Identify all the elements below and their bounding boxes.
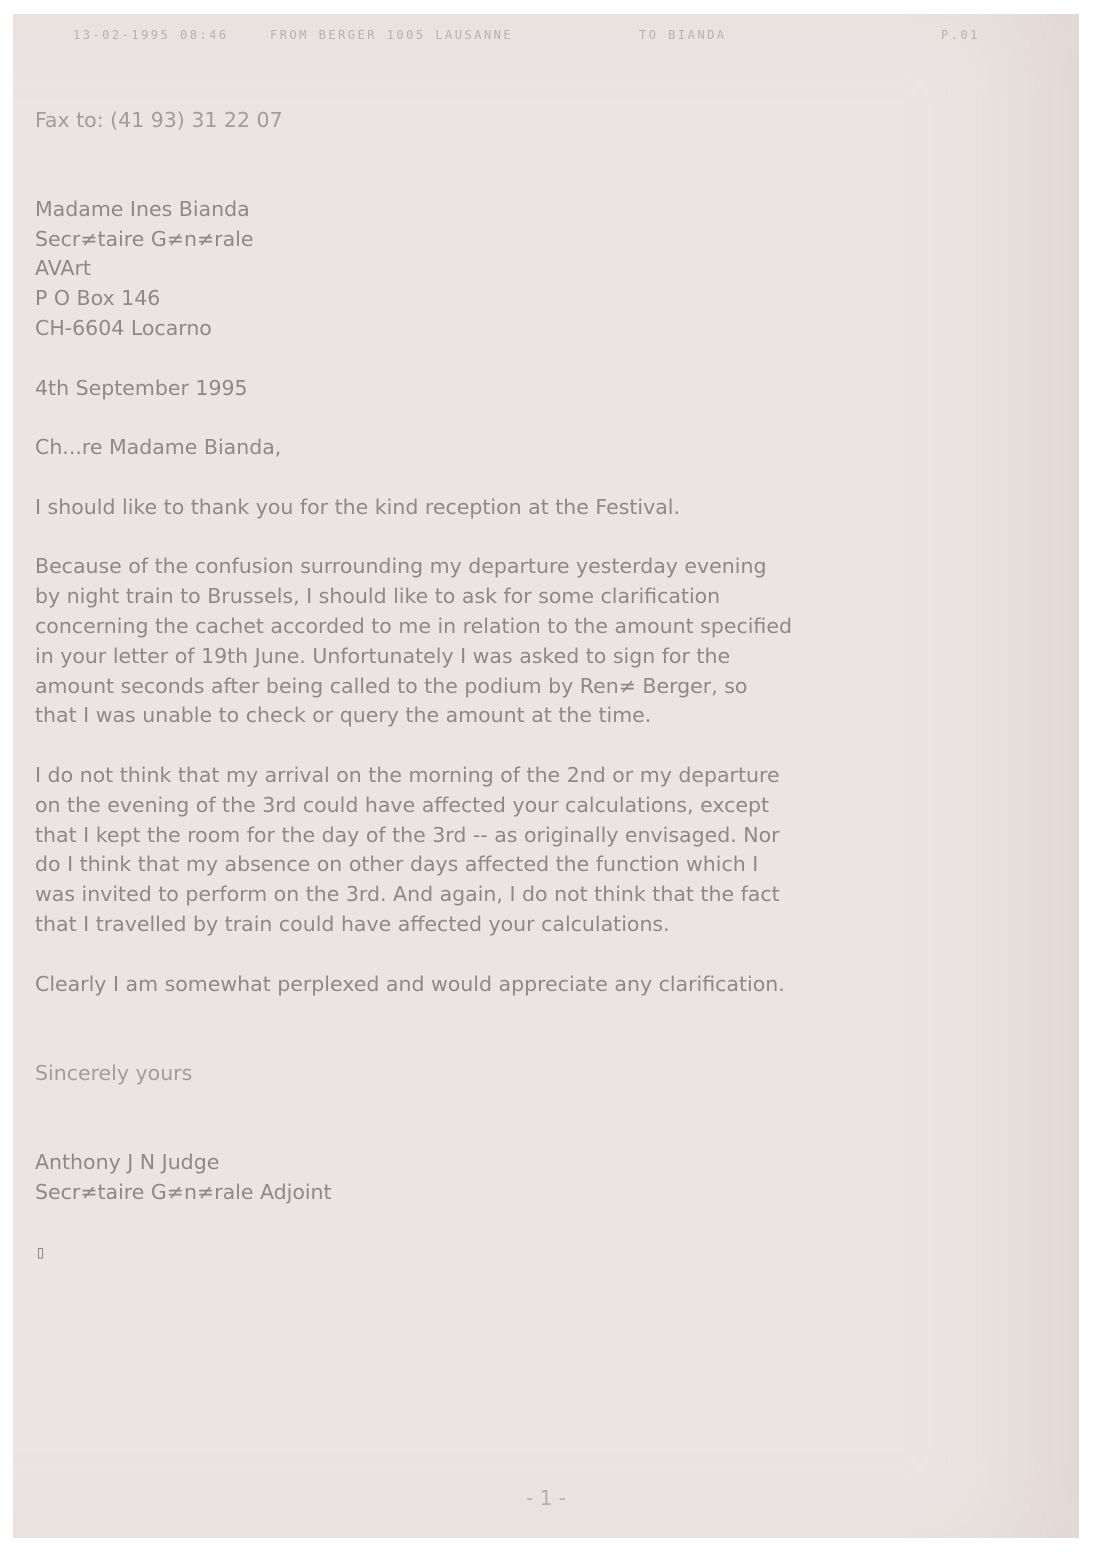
signature-name: Anthony J N Judge <box>35 1150 220 1175</box>
letter-date: 4th September 1995 <box>35 375 248 400</box>
fax-header-page: P.01 <box>941 28 980 42</box>
paragraph-reasoning: I do not think that my arrival on the morning of the 2nd or my departure on the evening of the 3rd could have affected your calculations, except that I kept the room for the day of the 3rd -- as originally envisaged. Nor do I think that my absence on other days affected the function which I was invited to perform on the 3rd. And again, I do not think that the fact that I travelled by train could have affected your calculations. <box>35 762 780 936</box>
paragraph-clarification-request: Because of the confusion surrounding my departure yesterday evening by night train to Brussels, I should like to ask for some clarification concerning the cachet accorded to me in relation to the amount specified in your letter of 19th June. Unfortunately I was asked to sign for the amount seconds after being called to the podium by Ren≠ Berger, so that I was unable to check or query the amount at the time. <box>35 554 792 728</box>
trailing-box-mark: ▯ <box>35 1241 46 1263</box>
paragraph-thanks: I should like to thank you for the kind reception at the Festival. <box>35 494 681 519</box>
fax-to-line: Fax to: (41 93) 31 22 07 <box>35 108 283 132</box>
paragraph-conclusion: Clearly I am somewhat perplexed and would appreciate any clarification. <box>35 971 785 996</box>
signature-block <box>35 1148 795 1208</box>
fax-header-from: FROM BERGER 1005 LAUSANNE <box>270 28 514 42</box>
signature-title: Secr≠taire G≠n≠rale Adjoint <box>35 1180 332 1205</box>
address-line-city: CH-6604 Locarno <box>35 315 212 340</box>
fax-header-datetime: 13-02-1995 08:46 <box>73 28 229 42</box>
recipient-address <box>35 195 795 344</box>
address-line-po-box: P O Box 146 <box>35 286 161 311</box>
salutation: Ch...re Madame Bianda, <box>35 435 282 460</box>
address-line-title: Secr≠taire G≠n≠rale <box>35 226 254 251</box>
address-line-name: Madame Ines Bianda <box>35 196 250 221</box>
fax-transmission-header <box>13 28 1079 48</box>
closing: Sincerely yours <box>35 1060 193 1085</box>
fax-page <box>13 14 1079 1538</box>
letter-body <box>35 106 795 1268</box>
page-number: - 1 - <box>526 1486 566 1510</box>
fax-header-to: TO BIANDA <box>639 28 727 42</box>
address-line-organization: AVArt <box>35 256 91 281</box>
